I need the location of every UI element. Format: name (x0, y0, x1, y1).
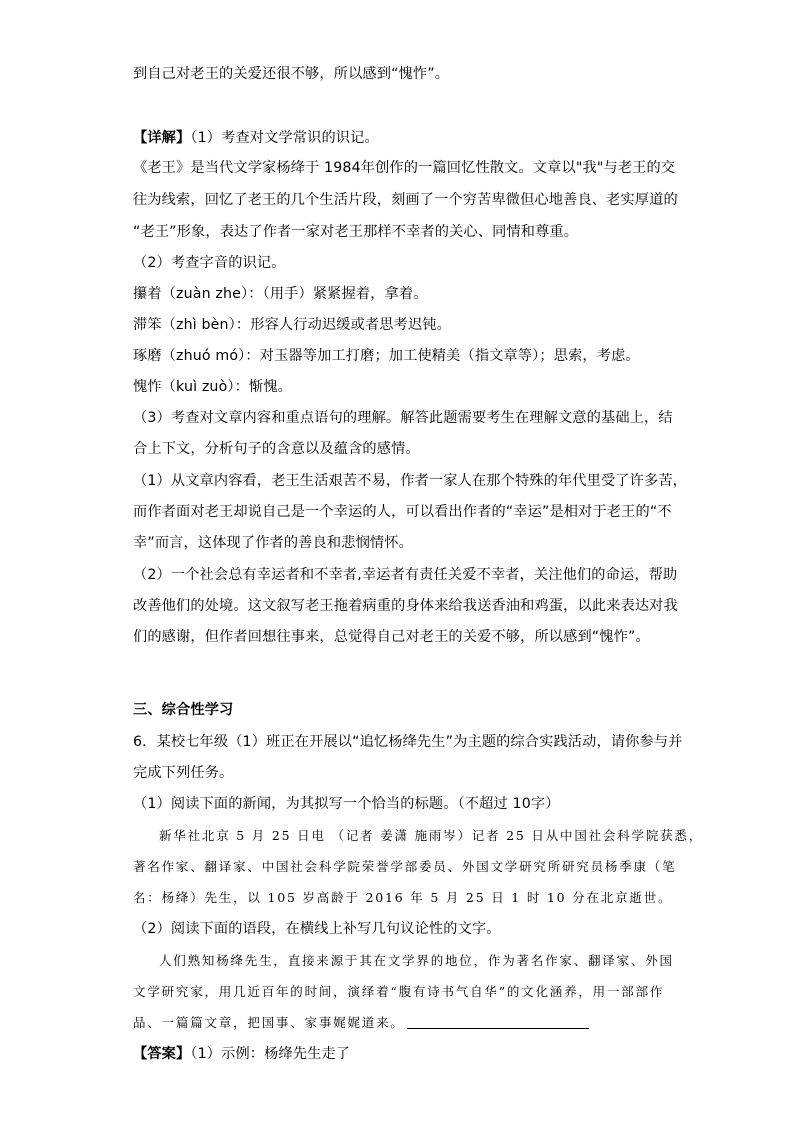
text-span: 品、一篇篇文章，把国事、家事娓娓道来。 (133, 1015, 405, 1030)
text-line: 幸”而言，这体现了作者的善良和悲悯情怀。 (133, 535, 413, 551)
text-line: 改善他们的处境。这文叙写老王拖着病重的身体来给我送香油和鸡蛋，以此来表达对我 (133, 598, 678, 614)
passage-text-line (133, 1013, 589, 1033)
task-line: （1）阅读下面的新闻，为其拟写一个恰当的标题。（不超过 10字） (133, 796, 560, 812)
text-span: （1）示例：杨绛先生走了 (190, 1046, 351, 1062)
text-line: （2）考查字音的识记。 (133, 255, 286, 271)
text-line: （2）一个社会总有幸运者和不幸者,幸运者有责任关爱不幸者，关注他们的命运，帮助 (133, 567, 678, 583)
answer-line (133, 1044, 350, 1064)
task-line: （2）阅读下面的语段，在横线上补写几句议论性的文字。 (133, 921, 501, 937)
text-line: 滞笨（zhì bèn）：形容人行动迟缓或者思考迟钝。 (133, 317, 451, 333)
text-span: （1）考查对文学常识的识记。 (190, 130, 379, 146)
explanation-label: 【详解】 (133, 130, 191, 146)
answer-label: 【答案】 (133, 1046, 191, 1062)
text-line: （1）从文章内容看，老王生活艰苦不易，作者一家人在那个特殊的年代里受了许多苦， (133, 473, 688, 489)
passage-text-line: 文学研究家，用几近百年的时间，演绎着“腹有诗书气自华”的文化涵养，用一部部作 (133, 984, 665, 999)
passage-text-line: 人们熟知杨绛先生，直接来源于其在文学界的地位，作为著名作家、翻译家、外国 (159, 953, 674, 968)
question-line: 6．某校七年级（1）班正在开展以“追忆杨绛先生”为主题的综合实践活动，请你参与并 (133, 734, 683, 750)
text-line: 到自己对老王的关爱还很不够，所以感到“愧怍”。 (133, 66, 450, 82)
news-text-line: 新华社北京 5 月 25 日电 （记者 姜潇 施雨岑）记者 25 日从中国社会科学院获悉， (159, 828, 704, 843)
text-line: 们的感谢，但作者回想往事来，总觉得自己对老王的关爱不够，所以感到“愧怍”。 (133, 629, 650, 645)
text-line: 《老王》是当代文学家杨绛于 1984年创作的一篇回忆性散文。文章以"我"与老王的交 (133, 160, 676, 176)
answer-blank-line[interactable] (407, 1014, 589, 1029)
text-line: 往为线索，回忆了老王的几个生活片段，刻画了一个穷苦卑微但心地善良、老实厚道的 (133, 192, 678, 208)
text-line: 琢磨（zhuó mó）：对玉器等加工打磨；加工使精美（指文章等）；思索，考虑。 (133, 348, 640, 364)
text-line: “老王”形象，表达了作者一家对老王那样不幸者的关心、同情和尊重。 (133, 224, 579, 240)
text-line: 攥着（zuàn zhe）：（用手）紧紧握着，拿着。 (133, 286, 428, 302)
explanation-heading-line (133, 128, 379, 148)
text-line: 而作者面对老王却说自己是一个幸运的人，可以看出作者的“幸运”是相对于老王的“不 (133, 504, 672, 520)
text-line: 合上下文，分析句子的含意以及蕴含的感情。 (133, 441, 420, 457)
text-line: （3）考查对文章内容和重点语句的理解。解答此题需要考生在理解文意的基础上，结 (133, 410, 673, 426)
news-text-line: 著名作家、翻译家、中国社会科学院荣誉学部委员、外国文学研究所研究员杨季康（笔 (133, 859, 677, 874)
question-line: 完成下列任务。 (133, 765, 234, 781)
news-text-line: 名：杨绛）先生，以 105 岁高龄于 2016 年 5 月 25 日 1 时 10 分在北京逝世。 (133, 890, 673, 905)
text-line: 愧怍（kuì zuò）：惭愧。 (133, 379, 292, 395)
section-heading: 三、综合性学习 (133, 702, 234, 718)
